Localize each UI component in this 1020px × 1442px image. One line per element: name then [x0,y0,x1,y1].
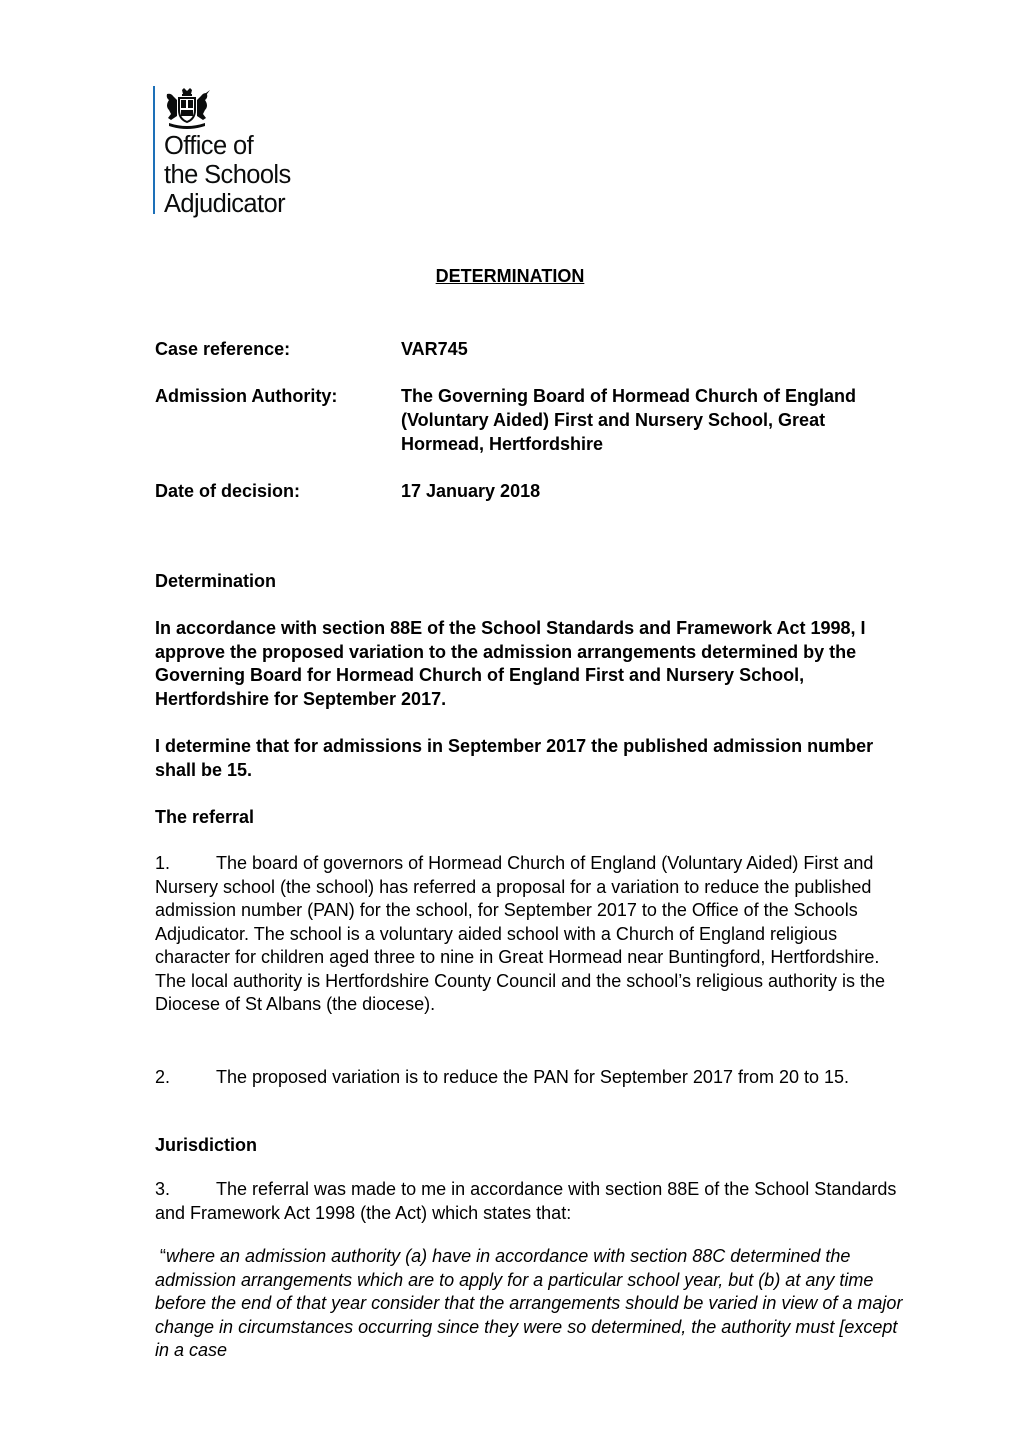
royal-crest-icon [163,88,211,130]
logo-line-3: Adjudicator [164,190,285,218]
paragraph-2 [155,1066,907,1090]
paragraph-3-text: The referral was made to me in accordance with section 88E of the School Standards and Framework Act 1998 (the Act) which states that: [155,1179,897,1223]
paragraph-3-number: 3. [155,1179,171,1199]
logo-line-2: the Schools [164,161,291,189]
logo-divider-bar [153,86,155,214]
case-reference-value: VAR745 [401,339,468,359]
paragraph-1-text: The board of governors of Hormead Church of England (Voluntary Aided) First and Nursery school (the school) has referred a proposal for a variation to reduce the published admission number (PAN) for the school, for September 2017 to the Office of the Schools Adjudicator. The school is a voluntary aided school with a Church of England religious character for children aged three to nine in Great Hormead near Buntingford, Hertfordshire. The local authority is Hertfordshire County Council and the school’s religious authority is the Diocese of St Albans (the diocese). [155,853,886,1014]
statute-quote [155,1245,907,1363]
determination-paragraph-1: In accordance with section 88E of the School Standards and Framework Act 1998, I approve the proposed variation to the admission arrangements determined by the Governing Board for Hormead Church of England First and Nursery School, Hertfordshire for September 2017. [155,618,866,709]
paragraph-1 [155,852,907,1017]
determination-paragraph-2: I determine that for admissions in September 2017 the published admission number shall be 15. [155,736,874,780]
quote-open-mark: “ [155,1246,166,1266]
paragraph-1-number: 1. [155,853,171,873]
date-of-decision-label: Date of decision: [155,481,301,501]
osa-logo [153,86,353,226]
paragraph-2-number: 2. [155,1067,171,1087]
determination-heading: Determination [155,571,277,591]
admission-authority-label: Admission Authority: [155,386,338,406]
case-reference-label: Case reference: [155,339,291,359]
logo-wordmark [164,132,291,219]
quote-text: where an admission authority (a) have in accordance with section 88C determined the admission arrangements which are to apply for a particular school year, but (b) at any time before the end of that year consider that the arrangements should be varied in view of a major change in circumstances occurring since they were so determined, the authority must [except in a case [155,1246,903,1360]
logo-line-1: Office of [164,132,254,160]
jurisdiction-heading: Jurisdiction [155,1135,258,1155]
document-title: DETERMINATION [435,266,585,286]
admission-authority-value: The Governing Board of Hormead Church of England (Voluntary Aided) First and Nursery School, Great Hormead, Hertfordshire [401,386,857,454]
paragraph-2-text: The proposed variation is to reduce the PAN for September 2017 from 20 to 15. [216,1067,850,1087]
paragraph-3 [155,1178,907,1225]
referral-heading: The referral [155,807,255,827]
date-of-decision-value: 17 January 2018 [401,481,541,501]
